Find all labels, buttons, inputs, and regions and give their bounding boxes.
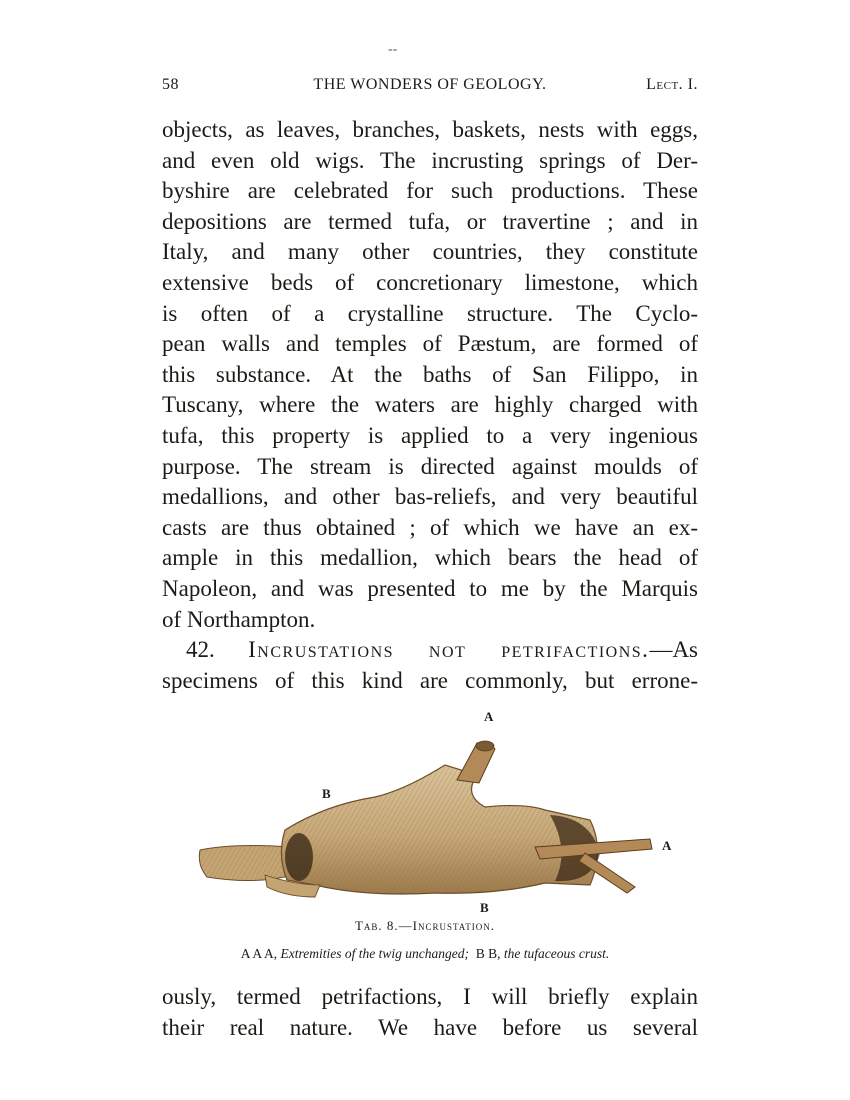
page-number: 58 bbox=[162, 76, 179, 93]
caption-tab-number: Tab. 8. bbox=[354, 918, 399, 933]
legend-key-bb: B B, bbox=[475, 946, 501, 961]
caption-dash: — bbox=[398, 918, 413, 933]
text-line: pean walls and temples of Pæstum, are formed of bbox=[162, 331, 698, 357]
text-line: of Northampton. bbox=[162, 606, 316, 632]
text-line: objects, as leaves, branches, baskets, nests with eggs, bbox=[162, 117, 698, 142]
text-line: specimens of this kind are commonly, but errone- bbox=[162, 667, 698, 693]
section-heading: Incrustations not petrifactions. bbox=[248, 637, 650, 663]
text-line: casts are thus obtained ; of which we have an ex- bbox=[162, 514, 698, 540]
caption-title: Incrustation. bbox=[412, 918, 496, 933]
body-paragraph bbox=[162, 115, 698, 696]
legend-key-aaa: A A A, bbox=[240, 946, 278, 961]
figure-caption bbox=[0, 918, 850, 934]
text-line: byshire are celebrated for such productions. These bbox=[162, 178, 698, 204]
section-number: 42. bbox=[186, 637, 215, 663]
text-line: and even old wigs. The incrusting springs of Der- bbox=[162, 147, 698, 173]
text-line: this substance. At the baths of San Filippo, in bbox=[162, 361, 698, 387]
text-line: tufa, this property is applied to a very ingenious bbox=[162, 422, 698, 448]
figure-label-a-top: A bbox=[484, 709, 494, 724]
continuation-paragraph bbox=[162, 982, 698, 1043]
text-line: ample in this medallion, which bears the head of bbox=[162, 545, 698, 571]
section-heading-tail: —As bbox=[649, 637, 698, 663]
text-line: medallions, and other bas-reliefs, and very beautiful bbox=[162, 484, 698, 510]
section-heading-line bbox=[162, 635, 698, 666]
figure-label-a-right: A bbox=[662, 838, 672, 853]
text-line: depositions are termed tufa, or travertine ; and in bbox=[162, 208, 698, 234]
text-line: extensive beds of concretionary limestone, which bbox=[162, 269, 698, 295]
figure-label-b-left: B bbox=[322, 786, 331, 801]
legend-text-bb: the tufaceous crust. bbox=[503, 946, 610, 961]
text-line: purpose. The stream is directed against moulds of bbox=[162, 453, 698, 479]
text-line: Tuscany, where the waters are highly charged with bbox=[162, 392, 698, 418]
text-line: Italy, and many other countries, they constitute bbox=[162, 239, 698, 265]
figure-label-b-bottom: B bbox=[480, 900, 489, 915]
figure-legend bbox=[0, 946, 850, 962]
text-line: is often of a crystalline structure. The Cyclo- bbox=[162, 300, 698, 326]
page-mark: ‐‐ bbox=[388, 42, 398, 57]
text-line: Napoleon, and was presented to me by the Marquis bbox=[162, 575, 698, 601]
running-header bbox=[162, 76, 698, 100]
text-line: ously, termed petrifactions, I will briefly explain bbox=[162, 984, 698, 1009]
lecture-number: Lect. I. bbox=[646, 76, 698, 93]
running-title: THE WONDERS OF GEOLOGY. bbox=[313, 76, 547, 93]
legend-text-aaa: Extremities of the twig unchanged; bbox=[280, 946, 469, 961]
incrustation-illustration bbox=[195, 735, 655, 905]
text-line: their real nature. We have before us several bbox=[162, 1014, 698, 1040]
